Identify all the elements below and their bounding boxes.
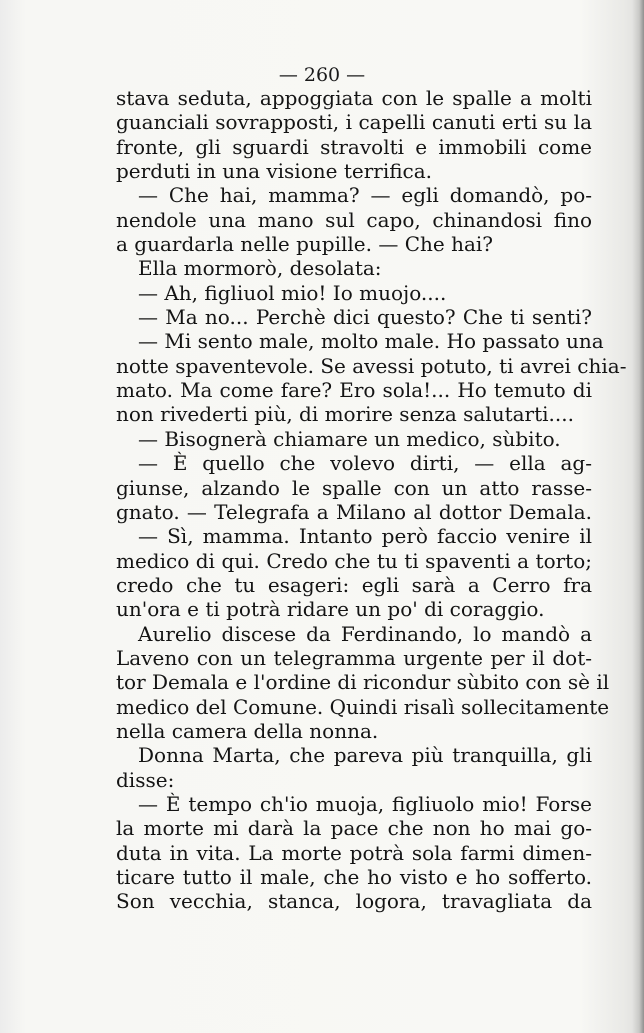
text-line: credo che tu esageri: egli sarà a Cerro fra (116, 572, 592, 597)
text-line: perduti in una visione terrifica. (116, 159, 433, 184)
text-line: — Bisognerà chiamare un medico, sùbito. (138, 426, 561, 451)
text-line: tor Demala e l'ordine di ricondur sùbito con sè il (116, 670, 610, 695)
text-line: fronte, gli sguardi stravolti e immobili come (116, 134, 592, 159)
text-line: guanciali sovrapposti, i capelli canuti erti su la (116, 110, 592, 135)
text-line: — È tempo ch'io muoja, figliuolo mio! Forse (138, 791, 592, 816)
text-line: — Che hai, mamma? — egli domandò, po- (138, 183, 592, 208)
text-line: medico del Comune. Quindi risalì sollecitamente (116, 694, 610, 719)
text-line: giunse, alzando le spalle con un atto rasse- (116, 475, 592, 500)
text-line: Aurelio discese da Ferdinando, lo mandò a (138, 621, 592, 646)
text-line: medico di qui. Credo che tu ti spaventi a torto; (116, 548, 592, 573)
text-line: nendole una mano sul capo, chinandosi fino (116, 207, 592, 232)
text-line: — È quello che volevo dirti, — ella ag- (138, 451, 592, 476)
text-line: la morte mi darà la pace che non ho mai go- (116, 816, 592, 841)
text-line: stava seduta, appoggiata con le spalle a molti (116, 86, 592, 110)
text-line: a guardarla nelle pupille. — Che hai? (116, 232, 494, 257)
page-edge-shadow (632, 0, 644, 1033)
text-line: — Sì, mamma. Intanto però faccio venire il (138, 524, 592, 549)
text-line: Son vecchia, stanca, logora, travagliata da (116, 889, 592, 914)
text-line: — Ah, figliuol mio! Io muojo.... (138, 280, 447, 305)
text-line: gnato. — Telegrafa a Milano al dottor Demala. (116, 499, 592, 524)
body-text (116, 86, 627, 914)
text-line: — Ma no... Perchè dici questo? Che ti senti? (138, 305, 592, 330)
text-line: — Mi sento male, molto male. Ho passato una (138, 329, 604, 354)
text-line: Laveno con un telegramma urgente per il dot- (116, 645, 592, 670)
text-line: non rivederti più, di morire senza salutarti.... (116, 402, 574, 427)
text-line: mato. Ma come fare? Ero sola!... Ho temuto di (116, 378, 592, 403)
text-line: un'ora e ti potrà ridare un po' di coraggio. (116, 597, 545, 622)
text-line: nella camera della nonna. (116, 718, 379, 743)
text-line: disse: (116, 767, 175, 792)
text-line: notte spaventevole. Se avessi potuto, ti avrei chia- (116, 353, 627, 378)
text-line: Ella mormorò, desolata: (138, 256, 382, 281)
page-number: — 260 — (278, 64, 366, 86)
text-line: ticare tutto il male, che ho visto e ho sofferto. (116, 865, 592, 889)
text-line: Donna Marta, che pareva più tranquilla, gli (138, 743, 592, 768)
text-line: duta in vita. La morte potrà sola farmi dimen- (116, 840, 592, 865)
